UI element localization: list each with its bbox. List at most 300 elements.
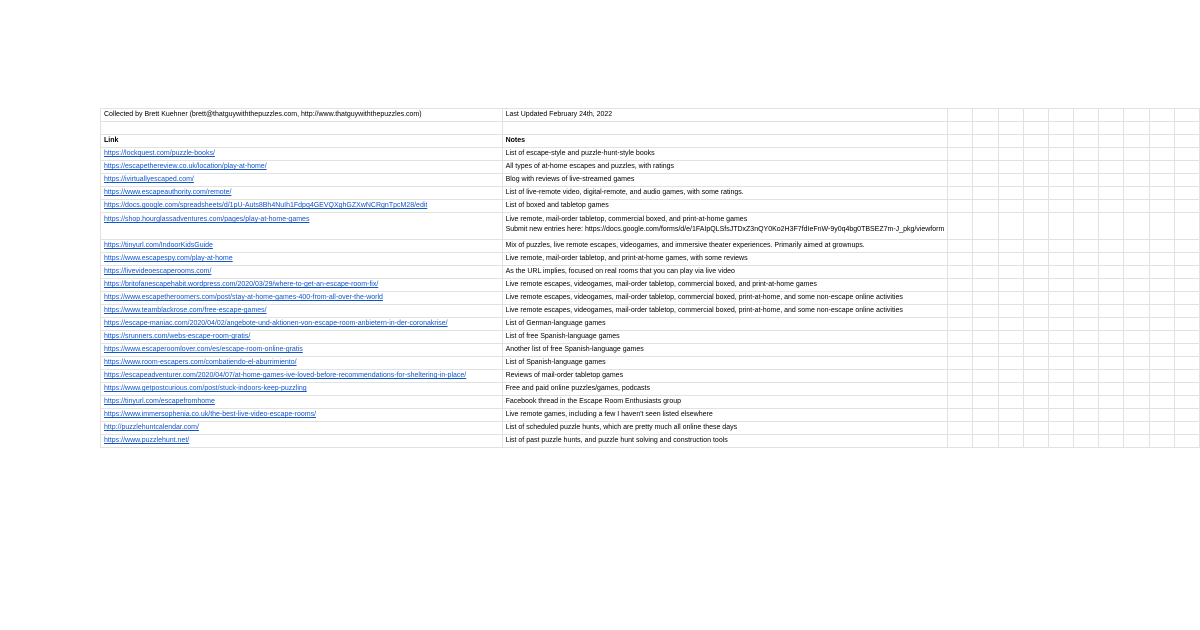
empty-cell bbox=[1099, 396, 1124, 409]
empty-cell bbox=[948, 213, 973, 240]
empty-cell bbox=[1023, 187, 1048, 200]
resource-link[interactable]: https://www.escaperoomlover.com/es/escape-room-online-gratis bbox=[104, 346, 303, 353]
empty-cell bbox=[1124, 331, 1149, 344]
empty-cell bbox=[998, 240, 1023, 253]
notes-text: All types of at-home escapes and puzzles, with ratings bbox=[505, 163, 675, 170]
empty-cell bbox=[998, 331, 1023, 344]
empty-cell bbox=[973, 344, 998, 357]
empty-cell bbox=[1074, 174, 1099, 187]
empty-cell bbox=[1048, 161, 1073, 174]
collected-by-cell: Collected by Brett Kuehner (brett@thatguywiththepuzzles.com, http://www.thatguywiththepuzzles.com) bbox=[101, 109, 503, 122]
empty-cell bbox=[1124, 279, 1149, 292]
notes-text: List of live-remote video, digital-remote, and audio games, with some ratings. bbox=[505, 189, 744, 196]
empty-cell bbox=[998, 253, 1023, 266]
empty-cell bbox=[1099, 240, 1124, 253]
resource-link[interactable]: https://srunners.com/webs-escape-room-gratis/ bbox=[104, 333, 251, 340]
empty-cell bbox=[1149, 174, 1174, 187]
empty-cell bbox=[1048, 318, 1073, 331]
empty-cell bbox=[1048, 266, 1073, 279]
empty-cell bbox=[973, 213, 998, 240]
table-row bbox=[101, 383, 1200, 396]
empty-cell bbox=[1124, 357, 1149, 370]
empty-cell bbox=[1149, 253, 1174, 266]
empty-cell bbox=[1074, 370, 1099, 383]
resource-link[interactable]: https://www.teamblackrose.com/free-escape-games/ bbox=[104, 307, 267, 314]
empty-cell bbox=[1023, 240, 1048, 253]
empty-cell bbox=[1124, 266, 1149, 279]
empty-cell bbox=[1174, 174, 1199, 187]
notes-text: List of escape-style and puzzle-hunt-style books bbox=[505, 150, 655, 157]
empty-cell bbox=[973, 357, 998, 370]
notes-text: Live remote games, including a few I haven't seen listed elsewhere bbox=[505, 411, 713, 418]
empty-cell bbox=[1074, 187, 1099, 200]
empty-cell bbox=[1048, 213, 1073, 240]
notes-cell bbox=[502, 435, 948, 448]
empty-cell bbox=[1124, 383, 1149, 396]
empty-cell bbox=[1023, 161, 1048, 174]
empty-cell bbox=[1048, 357, 1073, 370]
empty-cell bbox=[1174, 305, 1199, 318]
empty-cell bbox=[1149, 331, 1174, 344]
header-info-row bbox=[101, 109, 1200, 122]
notes-text: Facebook thread in the Escape Room Enthusiasts group bbox=[505, 398, 682, 405]
resource-link[interactable]: https://www.puzzlehunt.net/ bbox=[104, 437, 190, 444]
notes-column-header: Notes bbox=[502, 135, 948, 148]
empty-cell bbox=[948, 370, 973, 383]
empty-cell bbox=[1099, 383, 1124, 396]
empty-cell bbox=[1074, 240, 1099, 253]
empty-cell bbox=[973, 292, 998, 305]
empty-cell bbox=[1149, 357, 1174, 370]
notes-cell bbox=[502, 344, 948, 357]
empty-cell bbox=[998, 344, 1023, 357]
empty-cell bbox=[1174, 396, 1199, 409]
empty-cell bbox=[998, 266, 1023, 279]
empty-cell bbox=[973, 396, 998, 409]
empty-cell bbox=[1174, 253, 1199, 266]
notes-cell bbox=[502, 331, 948, 344]
empty-cell bbox=[973, 370, 998, 383]
empty-cell bbox=[1048, 344, 1073, 357]
empty-cell bbox=[948, 396, 973, 409]
empty-cell bbox=[1149, 266, 1174, 279]
empty-cell bbox=[1023, 200, 1048, 213]
empty-cell bbox=[1099, 279, 1124, 292]
empty-cell bbox=[1174, 187, 1199, 200]
empty-cell bbox=[1074, 344, 1099, 357]
table-row bbox=[101, 292, 1200, 305]
empty-cell bbox=[1023, 253, 1048, 266]
empty-cell bbox=[973, 174, 998, 187]
empty-cell bbox=[948, 174, 973, 187]
empty-cell bbox=[1124, 435, 1149, 448]
table-row bbox=[101, 253, 1200, 266]
empty-cell bbox=[1074, 279, 1099, 292]
empty-cell bbox=[1149, 435, 1174, 448]
empty-cell bbox=[1099, 344, 1124, 357]
link-cell bbox=[101, 174, 503, 187]
notes-cell bbox=[502, 305, 948, 318]
empty-cell bbox=[1124, 253, 1149, 266]
notes-cell bbox=[502, 357, 948, 370]
link-cell bbox=[101, 422, 503, 435]
notes-cell bbox=[502, 409, 948, 422]
empty-cell bbox=[948, 187, 973, 200]
empty-cell bbox=[1048, 240, 1073, 253]
empty-cell bbox=[998, 213, 1023, 240]
table-row bbox=[101, 370, 1200, 383]
empty-cell bbox=[1124, 344, 1149, 357]
empty-cell bbox=[1048, 187, 1073, 200]
empty-cell bbox=[998, 318, 1023, 331]
resource-link[interactable]: https://britofanescapehabit.wordpress.com/2020/03/29/where-to-get-an-escape-room-fix/ bbox=[104, 281, 379, 288]
empty-cell bbox=[1023, 292, 1048, 305]
empty-cell bbox=[1023, 370, 1048, 383]
empty-cell bbox=[1048, 292, 1073, 305]
notes-text: Live remote, mail-order tabletop, commercial boxed, and print-at-home games bbox=[505, 216, 748, 223]
empty-cell bbox=[1149, 318, 1174, 331]
empty-cell bbox=[973, 253, 998, 266]
link-cell bbox=[101, 200, 503, 213]
empty-cell bbox=[1023, 318, 1048, 331]
resource-link[interactable]: https://www.room-escapers.com/combatiendo-el-aburrimiento/ bbox=[104, 359, 297, 366]
empty-cell bbox=[1074, 331, 1099, 344]
empty-cell bbox=[1048, 396, 1073, 409]
notes-cell bbox=[502, 240, 948, 253]
empty-cell bbox=[1099, 266, 1124, 279]
empty-cell bbox=[948, 279, 973, 292]
empty-cell bbox=[973, 200, 998, 213]
resource-link[interactable]: https://www.escapetheroomers.com/post/stay-at-home-games-400-from-all-over-the-world bbox=[104, 294, 383, 301]
empty-cell bbox=[1099, 435, 1124, 448]
empty-cell bbox=[948, 435, 973, 448]
empty-cell bbox=[1023, 409, 1048, 422]
empty-cell bbox=[948, 266, 973, 279]
empty-cell bbox=[973, 240, 998, 253]
table-row bbox=[101, 422, 1200, 435]
empty-cell bbox=[1048, 305, 1073, 318]
empty-cell bbox=[1048, 409, 1073, 422]
table-row bbox=[101, 213, 1200, 240]
link-cell bbox=[101, 318, 503, 331]
empty-cell bbox=[1124, 292, 1149, 305]
table-row bbox=[101, 409, 1200, 422]
table-row bbox=[101, 305, 1200, 318]
empty-row bbox=[101, 122, 1200, 135]
empty-cell bbox=[1074, 161, 1099, 174]
table-row bbox=[101, 435, 1200, 448]
empty-cell bbox=[1099, 305, 1124, 318]
notes-cell bbox=[502, 396, 948, 409]
empty-cell bbox=[1074, 318, 1099, 331]
empty-cell bbox=[998, 279, 1023, 292]
notes-text: List of free Spanish-language games bbox=[505, 333, 620, 340]
empty-cell bbox=[1099, 422, 1124, 435]
empty-cell bbox=[1074, 305, 1099, 318]
notes-text: List of German-language games bbox=[505, 320, 606, 327]
empty-cell bbox=[1124, 174, 1149, 187]
empty-cell bbox=[1074, 409, 1099, 422]
resource-link[interactable]: https://lockquest.com/puzzle-books/ bbox=[104, 150, 215, 157]
notes-text: List of Spanish-language games bbox=[505, 359, 606, 366]
empty-cell bbox=[973, 409, 998, 422]
empty-cell bbox=[1174, 148, 1199, 161]
empty-cell bbox=[1124, 409, 1149, 422]
resource-link[interactable]: https://www.escapespy.com/play-at-home bbox=[104, 255, 233, 262]
notes-cell bbox=[502, 279, 948, 292]
empty-cell bbox=[948, 200, 973, 213]
resource-link[interactable]: https://shop.hourglassadventures.com/pages/play-at-home-games bbox=[104, 216, 310, 223]
empty-cell bbox=[1023, 279, 1048, 292]
empty-cell bbox=[1099, 331, 1124, 344]
empty-cell bbox=[998, 148, 1023, 161]
empty-cell bbox=[973, 161, 998, 174]
table-row bbox=[101, 187, 1200, 200]
empty-cell bbox=[998, 187, 1023, 200]
notes-text: As the URL implies, focused on real rooms that you can play via live video bbox=[505, 268, 735, 275]
notes-text: List of scheduled puzzle hunts, which are pretty much all online these days bbox=[505, 424, 738, 431]
empty-cell bbox=[948, 357, 973, 370]
table-row bbox=[101, 344, 1200, 357]
empty-cell bbox=[973, 422, 998, 435]
empty-cell bbox=[1099, 409, 1124, 422]
empty-cell bbox=[1149, 148, 1174, 161]
empty-cell bbox=[1048, 148, 1073, 161]
notes-text: Live remote, mail-order tabletop, and print-at-home games, with some reviews bbox=[505, 255, 748, 262]
link-cell bbox=[101, 331, 503, 344]
empty-cell bbox=[1124, 370, 1149, 383]
resource-link[interactable]: http://puzzlehuntcalendar.com/ bbox=[104, 424, 199, 431]
empty-cell bbox=[948, 161, 973, 174]
resource-link[interactable]: https://livevideoescaperooms.com/ bbox=[104, 268, 212, 275]
table-row bbox=[101, 200, 1200, 213]
empty-cell bbox=[1048, 370, 1073, 383]
empty-cell bbox=[1048, 253, 1073, 266]
empty-cell bbox=[948, 422, 973, 435]
empty-cell bbox=[1099, 148, 1124, 161]
empty-cell bbox=[1174, 240, 1199, 253]
empty-cell bbox=[1048, 331, 1073, 344]
empty-cell bbox=[1099, 161, 1124, 174]
empty-cell bbox=[1074, 357, 1099, 370]
empty-cell bbox=[1124, 240, 1149, 253]
empty-cell bbox=[1124, 187, 1149, 200]
empty-cell bbox=[1174, 279, 1199, 292]
link-cell bbox=[101, 187, 503, 200]
notes-cell bbox=[502, 148, 948, 161]
notes-cell bbox=[502, 266, 948, 279]
empty-cell bbox=[1124, 148, 1149, 161]
empty-cell bbox=[1074, 422, 1099, 435]
empty-cell bbox=[1149, 240, 1174, 253]
notes-cell bbox=[502, 422, 948, 435]
empty-cell bbox=[1174, 318, 1199, 331]
empty-cell bbox=[1174, 357, 1199, 370]
empty-cell bbox=[998, 357, 1023, 370]
link-cell bbox=[101, 253, 503, 266]
empty-cell bbox=[1048, 200, 1073, 213]
empty-cell bbox=[1099, 370, 1124, 383]
notes-text: Live remote escapes, videogames, mail-order tabletop, commercial boxed, print-at-home, and some non-escape online activities bbox=[505, 294, 903, 301]
empty-cell bbox=[1174, 213, 1199, 240]
notes-text: Live remote escapes, videogames, mail-order tabletop, commercial boxed, and print-at-home games bbox=[505, 281, 817, 288]
empty-cell bbox=[1149, 200, 1174, 213]
empty-cell bbox=[973, 435, 998, 448]
empty-cell bbox=[948, 318, 973, 331]
empty-cell bbox=[948, 148, 973, 161]
empty-cell bbox=[973, 187, 998, 200]
empty-cell bbox=[1174, 409, 1199, 422]
empty-cell bbox=[1099, 200, 1124, 213]
last-updated-cell: Last Updated February 24th, 2022 bbox=[502, 109, 948, 122]
empty-cell bbox=[1149, 213, 1174, 240]
empty-cell bbox=[1174, 435, 1199, 448]
empty-cell bbox=[1048, 279, 1073, 292]
link-cell bbox=[101, 161, 503, 174]
empty-cell bbox=[1074, 200, 1099, 213]
resource-link[interactable]: https://www.immersophenia.co.uk/the-best-live-video-escape-rooms/ bbox=[104, 411, 317, 418]
link-cell bbox=[101, 213, 503, 240]
empty-cell bbox=[1124, 422, 1149, 435]
link-cell bbox=[101, 240, 503, 253]
resource-link[interactable]: https://escape-maniac.com/2020/04/02/angebote-und-aktionen-von-escape-room-anbietern-in-der-coronakrise/ bbox=[104, 320, 448, 327]
empty-cell bbox=[948, 344, 973, 357]
empty-cell bbox=[1149, 161, 1174, 174]
table-row bbox=[101, 240, 1200, 253]
empty-cell bbox=[1124, 396, 1149, 409]
empty-cell bbox=[1023, 422, 1048, 435]
notes-text: Free and paid online puzzles/games, podcasts bbox=[505, 385, 650, 392]
empty-cell bbox=[1174, 266, 1199, 279]
resource-link[interactable]: https://tinyurl.com/escapefromhome bbox=[104, 398, 215, 405]
table-row bbox=[101, 318, 1200, 331]
table-row bbox=[101, 357, 1200, 370]
empty-cell bbox=[948, 292, 973, 305]
empty-cell bbox=[1174, 331, 1199, 344]
empty-cell bbox=[1074, 383, 1099, 396]
resource-link[interactable]: https://www.escapeauthority.com/remote/ bbox=[104, 189, 232, 196]
link-cell bbox=[101, 344, 503, 357]
empty-cell bbox=[998, 292, 1023, 305]
empty-cell bbox=[1124, 200, 1149, 213]
empty-cell bbox=[1023, 396, 1048, 409]
table-row bbox=[101, 279, 1200, 292]
empty-cell bbox=[1124, 161, 1149, 174]
empty-cell bbox=[1023, 435, 1048, 448]
empty-cell bbox=[1174, 370, 1199, 383]
link-cell bbox=[101, 435, 503, 448]
empty-cell bbox=[1023, 213, 1048, 240]
notes-text: Submit new entries here: https://docs.google.com/forms/d/e/1FAIpQLSfsJTDxZ3nQY0Ko2H3F7fdIeFnW-9y0q4bg0TBSEZ7m-J_pkg/viewform bbox=[505, 226, 945, 233]
empty-cell bbox=[1099, 213, 1124, 240]
link-cell bbox=[101, 409, 503, 422]
empty-cell bbox=[1174, 344, 1199, 357]
link-cell bbox=[101, 292, 503, 305]
notes-text: List of boxed and tabletop games bbox=[505, 202, 609, 209]
link-cell bbox=[101, 396, 503, 409]
empty-cell bbox=[1124, 305, 1149, 318]
notes-cell bbox=[502, 187, 948, 200]
empty-cell bbox=[1174, 383, 1199, 396]
spreadsheet-grid bbox=[100, 108, 1200, 448]
notes-text: Mix of puzzles, live remote escapes, videogames, and immersive theater experiences. Primarily aimed at grownups. bbox=[505, 242, 865, 249]
empty-cell bbox=[948, 409, 973, 422]
empty-cell bbox=[1099, 174, 1124, 187]
notes-cell bbox=[502, 174, 948, 187]
empty-cell bbox=[1149, 187, 1174, 200]
empty-cell bbox=[1023, 331, 1048, 344]
empty-cell bbox=[998, 422, 1023, 435]
resource-link[interactable]: https://docs.google.com/spreadsheets/d/1pU-Auts8Bh4NuIh1Fdpq4GEVQXghGZXwNCRgnTpcM28/edit bbox=[104, 202, 428, 209]
empty-cell bbox=[998, 174, 1023, 187]
link-column-header: Link bbox=[101, 135, 503, 148]
empty-cell bbox=[1074, 396, 1099, 409]
empty-cell bbox=[1023, 266, 1048, 279]
empty-cell bbox=[1174, 200, 1199, 213]
empty-cell bbox=[1099, 292, 1124, 305]
resource-link[interactable]: https://tinyurl.com/IndoorKidsGuide bbox=[104, 242, 213, 249]
resource-link[interactable]: https://escapeadventurer.com/2020/04/07/at-home-games-ive-loved-before-recommendations-for-sheltering-in-place/ bbox=[104, 372, 467, 379]
empty-cell bbox=[998, 370, 1023, 383]
empty-cell bbox=[973, 383, 998, 396]
empty-cell bbox=[973, 331, 998, 344]
empty-cell bbox=[1023, 357, 1048, 370]
empty-cell bbox=[1149, 396, 1174, 409]
notes-text: Another list of free Spanish-language games bbox=[505, 346, 644, 353]
empty-cell bbox=[1074, 148, 1099, 161]
empty-cell bbox=[1174, 292, 1199, 305]
notes-cell bbox=[502, 318, 948, 331]
empty-cell bbox=[948, 305, 973, 318]
empty-cell bbox=[973, 266, 998, 279]
empty-cell bbox=[1099, 253, 1124, 266]
resource-link[interactable]: https://escapethereview.co.uk/location/play-at-home/ bbox=[104, 163, 267, 170]
empty-cell bbox=[948, 383, 973, 396]
empty-cell bbox=[1149, 409, 1174, 422]
empty-cell bbox=[973, 148, 998, 161]
link-cell bbox=[101, 279, 503, 292]
notes-cell bbox=[502, 213, 948, 240]
notes-text: Reviews of mail-order tabletop games bbox=[505, 372, 624, 379]
empty-cell bbox=[1099, 187, 1124, 200]
empty-cell bbox=[1149, 422, 1174, 435]
table-row bbox=[101, 396, 1200, 409]
empty-cell bbox=[1048, 383, 1073, 396]
link-cell bbox=[101, 357, 503, 370]
table-row bbox=[101, 331, 1200, 344]
empty-cell bbox=[948, 253, 973, 266]
link-cell bbox=[101, 148, 503, 161]
empty-cell bbox=[973, 279, 998, 292]
notes-text: List of past puzzle hunts, and puzzle hunt solving and construction tools bbox=[505, 437, 728, 444]
resource-link[interactable]: https://ivirtuallyescaped.com/ bbox=[104, 176, 194, 183]
empty-cell bbox=[1074, 435, 1099, 448]
empty-cell bbox=[1023, 148, 1048, 161]
empty-cell bbox=[998, 409, 1023, 422]
resource-link[interactable]: https://www.getpostcurious.com/post/stuck-indoors-keep-puzzling bbox=[104, 385, 307, 392]
empty-cell bbox=[1174, 161, 1199, 174]
empty-cell bbox=[1149, 305, 1174, 318]
empty-cell bbox=[948, 240, 973, 253]
notes-cell bbox=[502, 292, 948, 305]
table-row bbox=[101, 174, 1200, 187]
empty-cell bbox=[1023, 383, 1048, 396]
empty-cell bbox=[1023, 305, 1048, 318]
empty-cell bbox=[1124, 213, 1149, 240]
empty-cell bbox=[1074, 213, 1099, 240]
empty-cell bbox=[1048, 174, 1073, 187]
table-row bbox=[101, 266, 1200, 279]
